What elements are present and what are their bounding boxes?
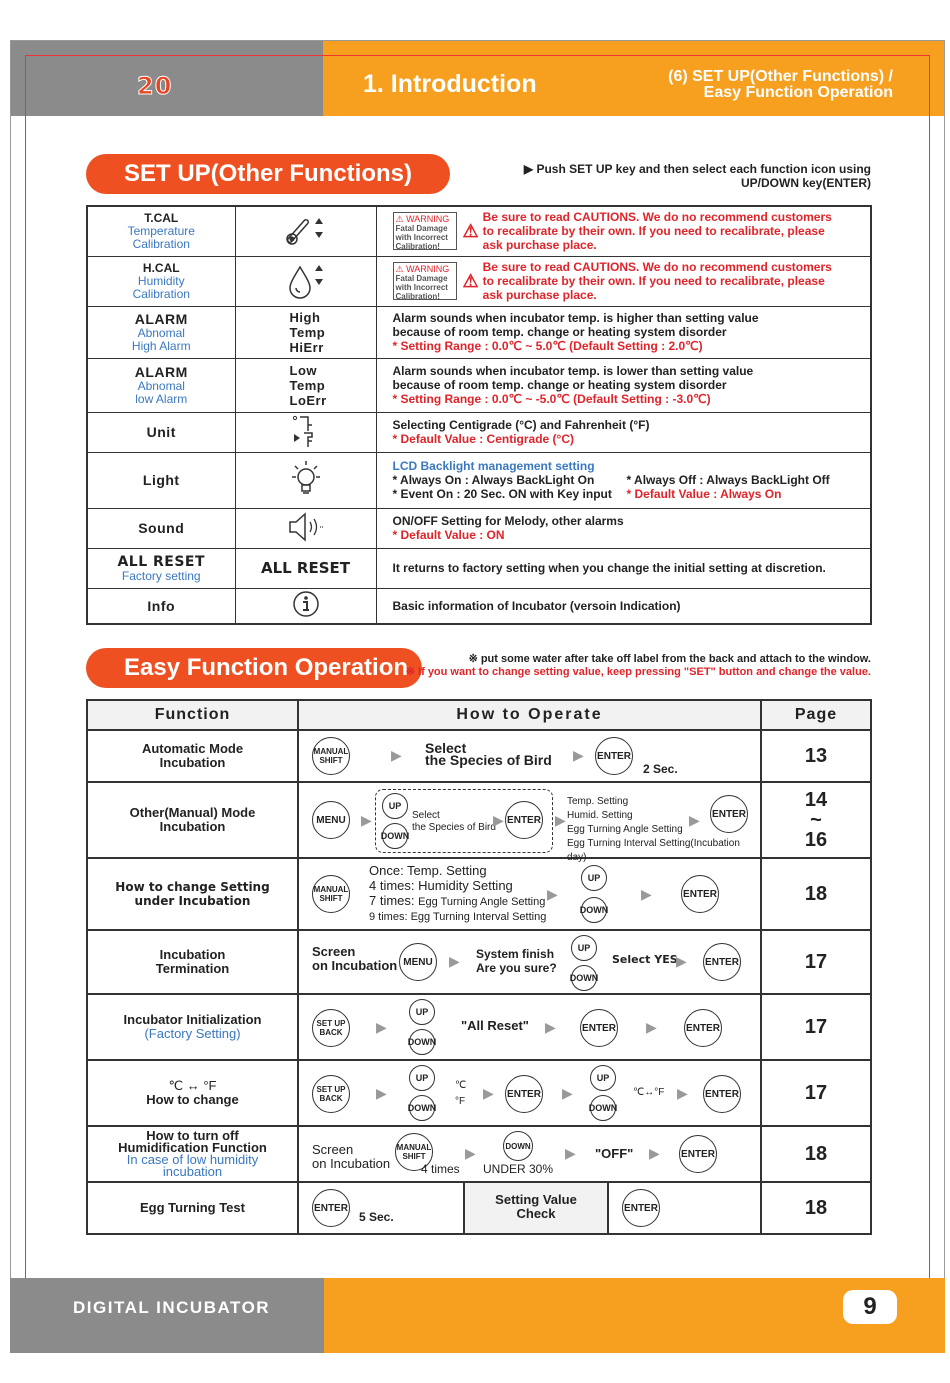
humidity-drop-icon [235,256,376,306]
table-row: Unit Selecting Centigrade (°C) and Fahrenheit (°F) * Default Value : Centigrade (°C) [87,412,871,452]
table-row: How to change Setting under Incubation MANUAL SHIFT Once: Temp. Setting 4 times: Humidity Setting 7 times: Egg Turning Angle Setting 9 times: Egg Turning Interval Setting ▶ UP DOWN ▶ ENTER 18 [87,858,871,930]
table-header-row: Function How to Operate Page [87,700,871,730]
unit-toggle-icon [235,412,376,452]
table-row: How to turn off Humidification Function In case of low humidity incubation Screen on Incubation MANUAL SHIFT 4 times ▶ DOWN UNDER 30% ▶ "OFF" ▶ ENTER 18 [87,1126,871,1182]
setup-back-button[interactable]: SET UP BACK [312,1075,350,1113]
enter-button[interactable]: ENTER [710,795,748,833]
table-row: Incubator Initialization (Factory Setting) SET UP BACK ▶ UP DOWN "All Reset" ▶ ENTER ▶ ENTER 17 [87,994,871,1060]
down-button[interactable]: DOWN [503,1131,533,1161]
down-button[interactable]: DOWN [409,1029,435,1055]
up-button[interactable]: UP [409,1065,435,1091]
table-row: ALARM Abnomal High Alarm High Temp HiErr Alarm sounds when incubator temp. is higher than setting value because of room temp. change or heating system disorder * Setting Range : 0.0℃ ~ 5.0℃ (Default Setting : 2.0℃) [87,306,871,358]
down-button[interactable]: DOWN [590,1095,616,1121]
enter-button[interactable]: ENTER [681,875,719,913]
up-button[interactable]: UP [382,793,408,819]
light-bulb-icon [235,452,376,508]
table-row: Sound ON/OFF Setting for Melody, other alarms * Default Value : ON [87,508,871,548]
table-row: Other(Manual) Mode Incubation MENU ▶ UP DOWN Select the Species of Bird ▶ ENTER ▶ Temp. Setting Humid. Setting Egg Turning Angle Setting Egg Turning Interval Setting(Incubation day) ▶ ENTER 14 ~ 16 [87,782,871,858]
down-button[interactable]: DOWN [382,823,408,849]
table-row: Info Basic information of Incubator (versoin Indication) [87,588,871,624]
speaker-icon [235,508,376,548]
table-row: T.CAL Temperature Calibration ⚠ WARNING Fatal Damage with Incorrect Calibration!⚠ Be sure to read CAUTIONS. We do no recommend customers to recalibrate by their own. If you need to recalibrate, please ask purchase place. [87,206,871,256]
manual-shift-button[interactable]: MANUAL SHIFT [312,875,350,913]
setup-table [86,205,872,625]
table-row: ℃ ↔ °F How to change SET UP BACK ▶ UP DOWN ℃ °F ▶ ENTER ▶ UP DOWN ℃↔°F ▶ ENTER 17 [87,1060,871,1126]
down-button[interactable]: DOWN [581,897,607,923]
table-row: ALARM Abnomal low Alarm Low Temp LoErr Alarm sounds when incubator temp. is lower than setting value because of room temp. change or heating system disorder * Setting Range : 0.0℃ ~ -5.0℃ (Default Setting : -3.0℃) [87,358,871,412]
enter-button[interactable]: ENTER [679,1135,717,1173]
logo: 20 [137,72,173,100]
easy-note: ※ put some water after take off label from the back and attach to the window. ※ If you want to change setting value, keep pressing "SET" button and change the value. [405,653,871,678]
enter-button[interactable]: ENTER [684,1009,722,1047]
page-range: 14 ~ 16 [804,789,828,851]
easy-table [86,699,872,1235]
menu-button[interactable]: MENU [312,801,350,839]
up-button[interactable]: UP [590,1065,616,1091]
page-title: 1. Introduction [363,70,537,98]
enter-button[interactable]: ENTER [703,1075,741,1113]
down-button[interactable]: DOWN [571,965,597,991]
enter-button[interactable]: ENTER [622,1189,660,1227]
setup-section-title: SET UP(Other Functions) [86,154,450,194]
table-row: H.CAL Humidity Calibration ⚠ WARNING Fatal Damage with Incorrect Calibration!⚠ Be sure to read CAUTIONS. We do no recommend customers to recalibrate by their own. If you need to recalibrate, please ask purchase place. [87,256,871,306]
info-icon [235,588,376,624]
enter-button[interactable]: ENTER [312,1189,350,1227]
down-button[interactable]: DOWN [409,1095,435,1121]
thermometer-icon [235,206,376,256]
footer-title: DIGITAL INCUBATOR [73,1298,271,1317]
setup-note: ▶ Push SET UP key and then select each function icon using UP/DOWN key(ENTER) [523,162,871,190]
enter-button[interactable]: ENTER [703,943,741,981]
enter-button[interactable]: ENTER [580,1009,618,1047]
page-number: 9 [843,1290,897,1324]
setup-back-button[interactable]: SET UP BACK [312,1009,350,1047]
table-row: Automatic Mode Incubation MANUAL SHIFT ▶ Select the Species of Bird ▶ ENTER 2 Sec. 13 [87,730,871,782]
manual-shift-button[interactable]: MANUAL SHIFT [312,737,350,775]
table-row: Egg Turning Test ENTER 5 Sec. Setting Value Check ENTER 18 [87,1182,871,1234]
up-button[interactable]: UP [571,935,597,961]
page-subtitle: (6) SET UP(Other Functions) / Easy Function Operation [668,68,893,101]
table-row: ALL RESET Factory setting ALL RESET It returns to factory setting when you change the initial setting at discretion. [87,548,871,588]
enter-button[interactable]: ENTER [505,1075,543,1113]
manual-shift-button[interactable]: MANUAL SHIFT [395,1133,433,1171]
enter-button[interactable]: ENTER [505,801,543,839]
table-row: Incubation Termination Screen on Incubation MENU ▶ System finish Are you sure? UP DOWN Select YES ▶ ENTER 17 [87,930,871,994]
enter-button[interactable]: ENTER [595,737,633,775]
menu-button[interactable]: MENU [399,943,437,981]
easy-section-title: Easy Function Operation [86,648,422,688]
table-row: Light LCD Backlight management setting * Always On : Always BackLight On * Always Off : Always BackLight Off * Event On : 20 Sec. ON with Key input * Default Value : Always On [87,452,871,508]
up-button[interactable]: UP [581,865,607,891]
up-button[interactable]: UP [409,999,435,1025]
